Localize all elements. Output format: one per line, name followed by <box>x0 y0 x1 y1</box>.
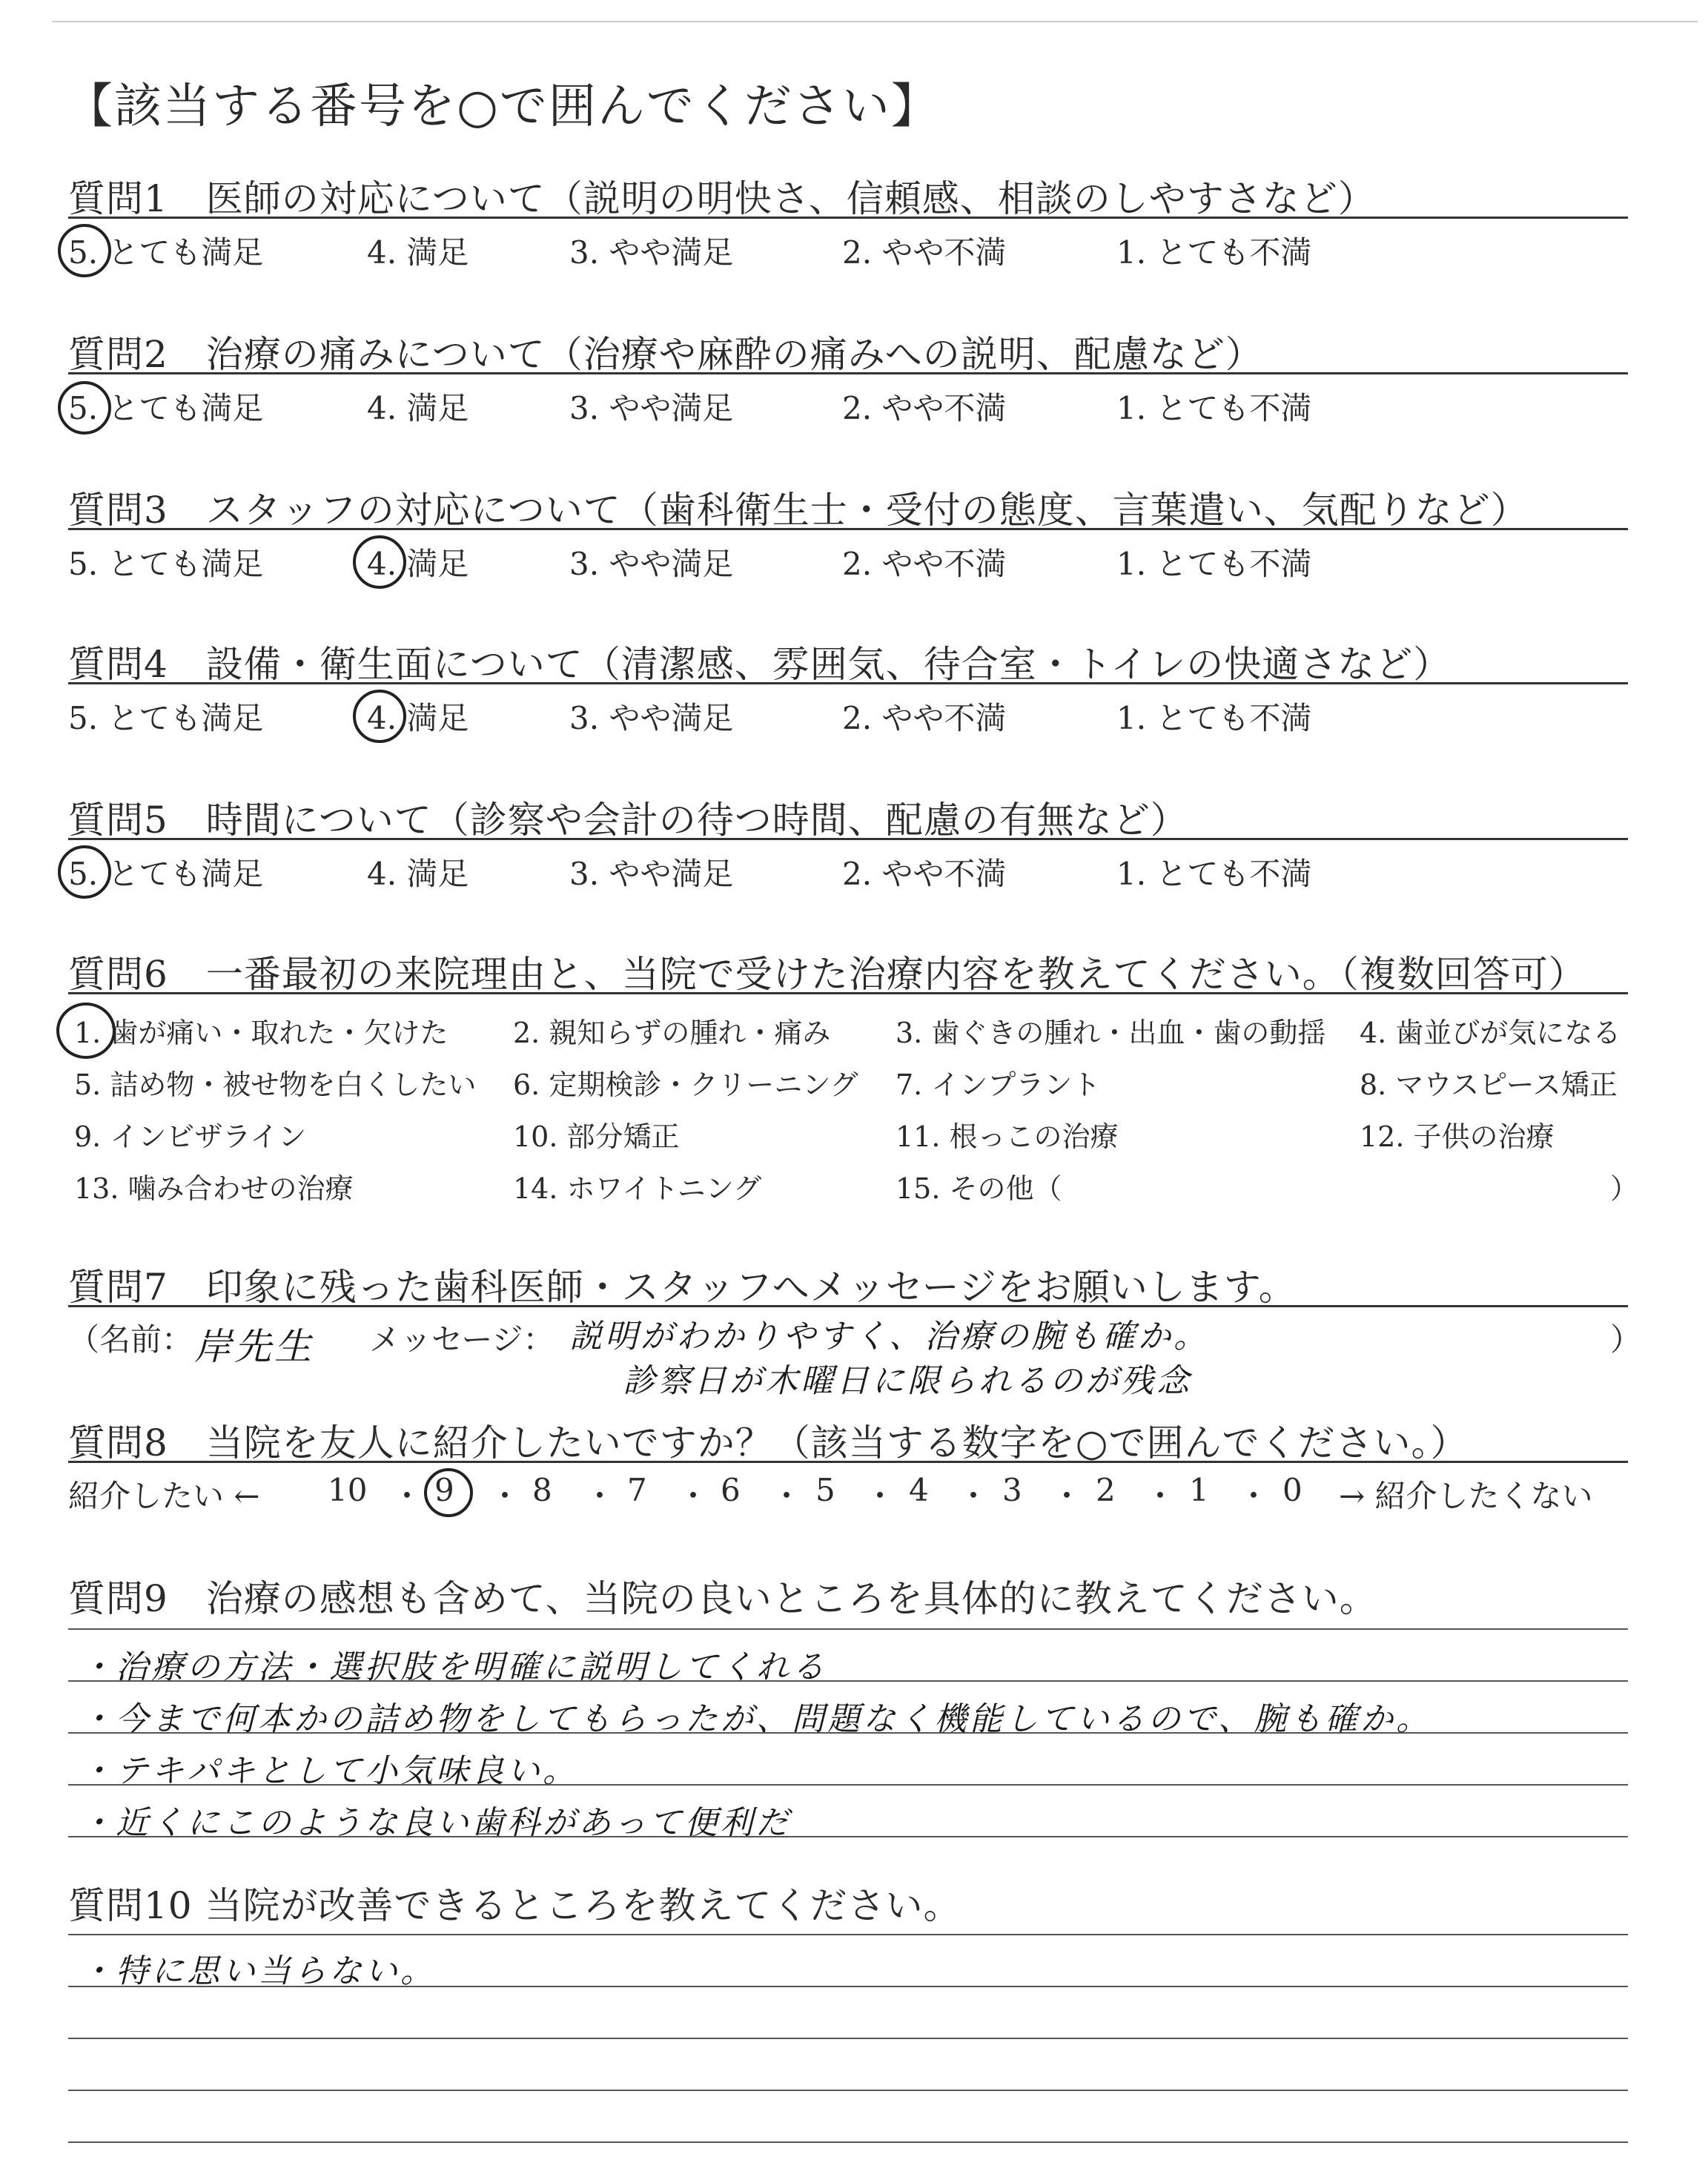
q6-choice-3[interactable]: 3. 歯ぐきの腫れ・出血・歯の動揺 <box>896 1017 1326 1049</box>
q5-option-1[interactable]: 1. とても不満 <box>1116 856 1312 892</box>
q6-choice-7[interactable]: 7. インプラント <box>896 1069 1101 1101</box>
q8-scale-8[interactable]: 8 <box>532 1472 552 1508</box>
q3-option-3[interactable]: 3. やや満足 <box>569 546 734 582</box>
q5-option-2[interactable]: 2. やや不満 <box>842 856 1007 892</box>
q8-dot: ・ <box>864 1478 896 1514</box>
instruction-header: 【該当する番号を○で囲んでください】 <box>65 79 940 134</box>
question-4-title: 質問4 設備・衛生面について（清潔感、雰囲気、待合室・トイレの快適さなど） <box>68 643 1452 686</box>
q10-writing-line <box>68 1986 1628 1987</box>
q1-option-3[interactable]: 3. やや満足 <box>569 234 734 271</box>
q4-option-4[interactable]: 4. 満足 <box>367 700 469 736</box>
q3-option-2[interactable]: 2. やや不満 <box>842 546 1007 582</box>
question-2-rule <box>68 372 1628 374</box>
q6-choice-4[interactable]: 4. 歯並びが気になる <box>1360 1017 1621 1049</box>
q6-choice-14[interactable]: 14. ホワイトニング <box>513 1172 762 1205</box>
question-1-title: 質問1 医師の対応について（説明の明快さ、信頼感、相談のしやすさなど） <box>68 177 1376 220</box>
question-3-title: 質問3 スタッフの対応について（歯科衛生士・受付の態度、言葉遣い、気配りなど） <box>68 489 1529 532</box>
question-5-rule <box>68 838 1628 840</box>
q6-choice-13[interactable]: 13. 噛み合わせの治療 <box>74 1172 354 1205</box>
q8-dot: ・ <box>584 1478 616 1514</box>
q8-scale-5[interactable]: 5 <box>815 1472 835 1508</box>
q9-writing-line <box>68 1836 1628 1837</box>
q9-answer-line-1: ・治療の方法・選択肢を明確に説明してくれる <box>80 1648 827 1686</box>
q6-choice-5[interactable]: 5. 詰め物・被せ物を白くしたい <box>74 1069 477 1101</box>
q5-option-4[interactable]: 4. 満足 <box>367 856 469 892</box>
q9-answer-line-3: ・テキパキとして小気味良い。 <box>80 1752 578 1790</box>
q5-option-5[interactable]: 5. とても満足 <box>68 856 264 892</box>
q8-scale-7[interactable]: 7 <box>627 1472 647 1508</box>
question-9-title: 質問9 治療の感想も含めて、当院の良いところを具体的に教えてください。 <box>68 1577 1377 1620</box>
q8-dot: ・ <box>391 1478 423 1514</box>
q6-choice-11[interactable]: 11. 根っこの治療 <box>896 1120 1119 1153</box>
question-7-title: 質問7 印象に残った歯科医師・スタッフへメッセージをお願いします。 <box>68 1266 1297 1309</box>
q8-scale-3[interactable]: 3 <box>1002 1472 1022 1508</box>
q7-name-handwritten: 岸先生 <box>194 1325 314 1368</box>
q10-writing-line <box>68 2141 1628 2143</box>
q8-dot: ・ <box>771 1478 803 1514</box>
q4-option-2[interactable]: 2. やや不満 <box>842 700 1007 736</box>
q1-option-1[interactable]: 1. とても不満 <box>1116 234 1312 271</box>
answer-circle-mark <box>424 1468 473 1517</box>
question-1-rule <box>68 217 1628 219</box>
q7-name-label: （名前： <box>68 1321 193 1358</box>
q9-writing-line <box>68 1784 1628 1786</box>
question-10-title: 質問10 当院が改善できるところを教えてください。 <box>68 1884 961 1927</box>
q7-message-label: メッセージ： <box>369 1321 555 1358</box>
q6-choice-1[interactable]: 1. 歯が痛い・取れた・欠けた <box>74 1017 448 1049</box>
q6-choice-2[interactable]: 2. 親知らずの腫れ・痛み <box>513 1017 831 1049</box>
question-5-title: 質問5 時間について（診察や会計の待つ時間、配慮の有無など） <box>68 799 1188 842</box>
q10-writing-line <box>68 2090 1628 2091</box>
q8-scale-2[interactable]: 2 <box>1096 1472 1116 1508</box>
q9-writing-line <box>68 1680 1628 1682</box>
question-4-rule <box>68 682 1628 684</box>
q10-writing-line <box>68 2038 1628 2039</box>
question-6-title: 質問6 一番最初の来院理由と、当院で受けた治療内容を教えてください。（複数回答可） <box>68 953 1586 996</box>
q6-choice-6[interactable]: 6. 定期検診・クリーニング <box>513 1069 858 1101</box>
q8-dot: ・ <box>958 1478 990 1514</box>
q9-answer-line-4: ・近くにこのような良い歯科があって便利だ <box>80 1804 792 1842</box>
q5-option-3[interactable]: 3. やや満足 <box>569 856 734 892</box>
q6-choice-8[interactable]: 8. マウスピース矯正 <box>1360 1069 1618 1101</box>
q8-dot: ・ <box>678 1478 709 1514</box>
q8-scale-1[interactable]: 1 <box>1189 1472 1209 1508</box>
answer-circle-mark <box>353 690 406 743</box>
question-6-rule <box>68 992 1628 994</box>
q4-option-1[interactable]: 1. とても不満 <box>1116 700 1312 736</box>
answer-circle-mark <box>353 535 406 589</box>
q2-option-1[interactable]: 1. とても不満 <box>1116 390 1312 426</box>
q9-answer-line-2: ・今まで何本かの詰め物をしてもらったが、問題なく機能しているので、腕も確か。 <box>80 1700 1432 1738</box>
question-3-rule <box>68 528 1628 530</box>
question-2-title: 質問2 治療の痛みについて（治療や麻酔の痛みへの説明、配慮など） <box>68 333 1263 376</box>
question-8-title: 質問8 当院を友人に紹介したいですか？（該当する数字を○で囲んでください。） <box>68 1421 1469 1464</box>
q10-writing-line <box>68 1934 1628 1935</box>
q8-scale-4[interactable]: 4 <box>909 1472 929 1508</box>
q3-option-4[interactable]: 4. 満足 <box>367 546 469 582</box>
q8-scale-9[interactable]: 9 <box>434 1472 454 1508</box>
q8-dot: ・ <box>1145 1478 1176 1514</box>
q8-dot: ・ <box>1051 1478 1083 1514</box>
answer-circle-mark <box>58 381 111 435</box>
q6-choice-15[interactable]: 15. その他（ <box>896 1172 1062 1205</box>
q8-scale-0[interactable]: 0 <box>1282 1472 1302 1508</box>
q1-option-4[interactable]: 4. 満足 <box>367 234 469 271</box>
q6-choice-9[interactable]: 9. インビザライン <box>74 1120 307 1153</box>
q6-choice-12[interactable]: 12. 子供の治療 <box>1360 1120 1555 1153</box>
q7-message-line-1: 説明がわかりやすく、治療の腕も確か。 <box>569 1318 1210 1355</box>
q9-writing-line <box>68 1732 1628 1734</box>
q8-scale-6[interactable]: 6 <box>721 1472 741 1508</box>
q1-option-5[interactable]: 5. とても満足 <box>68 234 264 271</box>
answer-circle-mark <box>58 224 111 277</box>
q4-option-5[interactable]: 5. とても満足 <box>68 700 264 736</box>
q2-option-4[interactable]: 4. 満足 <box>367 390 469 426</box>
answer-circle-mark <box>56 1003 116 1059</box>
question-7-rule <box>68 1305 1628 1307</box>
q10-answer-line-1: ・特に思い当らない。 <box>80 1952 436 1990</box>
q2-option-2[interactable]: 2. やや不満 <box>842 390 1007 426</box>
q8-right-label: → 紹介したくない <box>1339 1478 1593 1514</box>
q8-left-label: 紹介したい ← <box>68 1478 260 1514</box>
q3-option-1[interactable]: 1. とても不満 <box>1116 546 1312 582</box>
q2-option-5[interactable]: 5. とても満足 <box>68 390 264 426</box>
answer-circle-mark <box>58 845 111 899</box>
question-8-rule <box>68 1461 1628 1463</box>
q1-option-2[interactable]: 2. やや不満 <box>842 234 1007 271</box>
q9-writing-line <box>68 1628 1628 1630</box>
q2-option-3[interactable]: 3. やや満足 <box>569 390 734 426</box>
q7-close-paren: ） <box>1610 1321 1642 1358</box>
q4-option-3[interactable]: 3. やや満足 <box>569 700 734 736</box>
q8-dot: ・ <box>489 1478 521 1514</box>
q7-message-line-2: 診察日が木曜日に限られるのが残念 <box>623 1362 1192 1400</box>
q6-choice-10[interactable]: 10. 部分矯正 <box>513 1120 680 1153</box>
q8-dot: ・ <box>1238 1478 1270 1514</box>
q3-option-5[interactable]: 5. とても満足 <box>68 546 264 582</box>
q6-other-close-paren: ） <box>1610 1172 1639 1205</box>
q8-scale-10[interactable]: 10 <box>328 1472 368 1508</box>
scan-edge-line <box>52 21 1698 22</box>
